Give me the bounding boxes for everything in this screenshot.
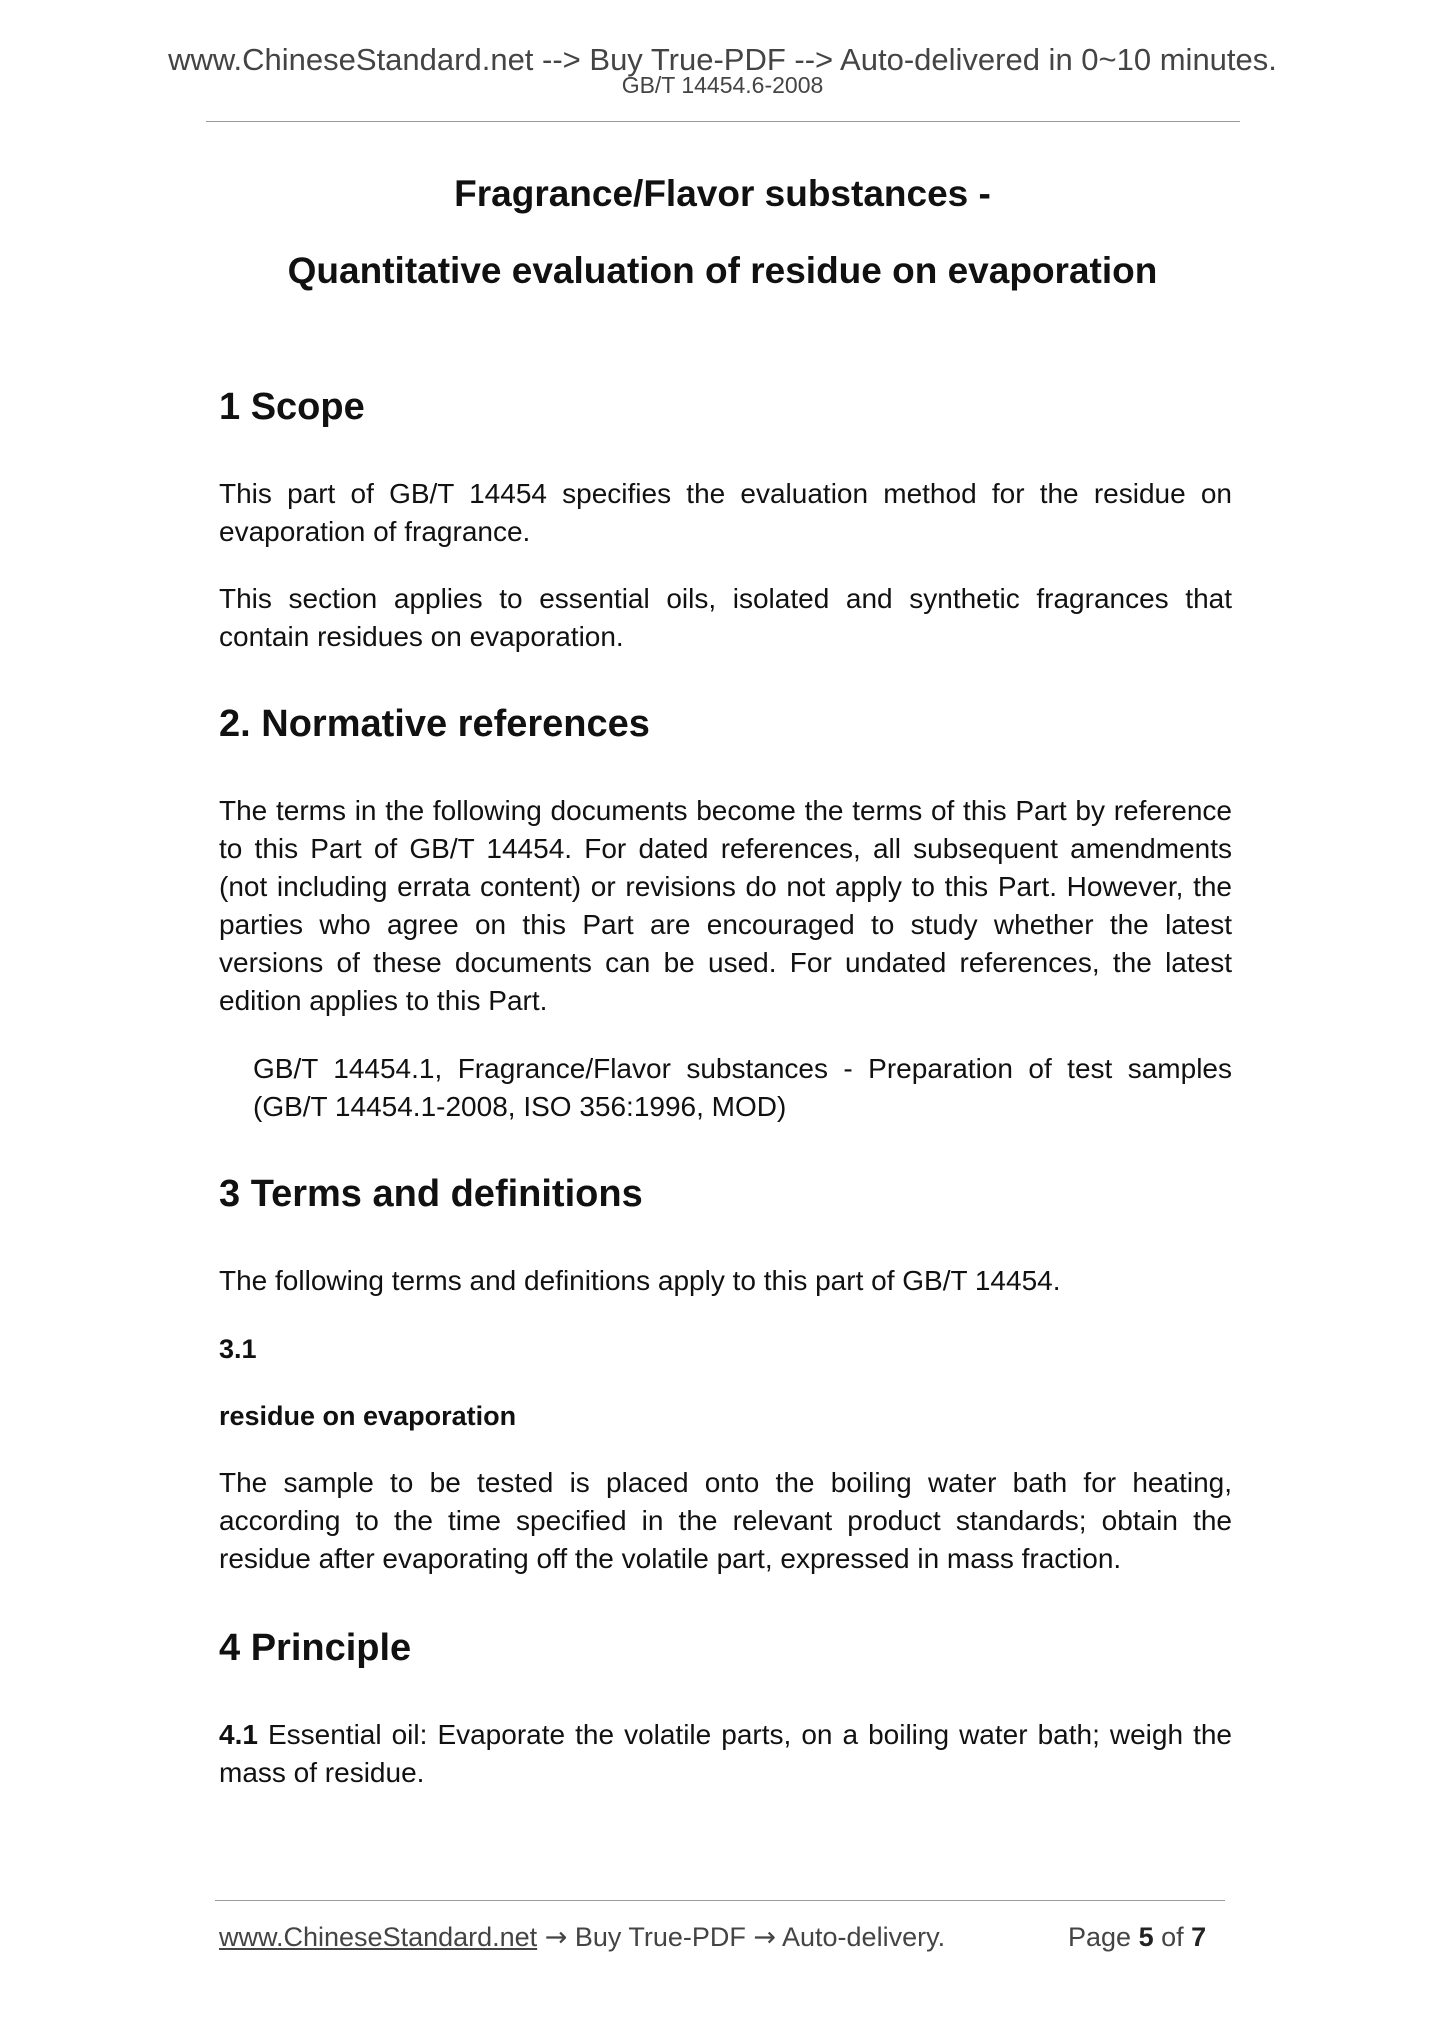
scope-paragraph-1: This part of GB/T 14454 specifies the evaluation method for the residue on evaporation of fragrance.	[219, 478, 1232, 547]
term-definition: The sample to be tested is placed onto the boiling water bath for heating, according to the time specified in the relevant product standards; obtain the residue after evaporating off the volatile part, expressed in mass fraction.	[219, 1467, 1232, 1574]
arrow-right-icon: →	[753, 1922, 776, 1953]
footer-url-link[interactable]: www.ChineseStandard.net	[219, 1922, 538, 1952]
document-title-line-1: Fragrance/Flavor substances -	[454, 173, 991, 214]
page-current: 5	[1138, 1922, 1154, 1952]
page-total: 7	[1191, 1922, 1207, 1952]
header-divider	[206, 121, 1240, 122]
normative-reference-item: GB/T 14454.1, Fragrance/Flavor substances - Preparation of test samples (GB/T 14454.1-2008, ISO 356:1996, MOD)	[253, 1053, 1232, 1122]
footer-delivery-text: Auto-delivery.	[776, 1922, 946, 1952]
page-indicator	[1068, 1920, 1206, 1954]
header-banner: www.ChineseStandard.net --> Buy True-PDF --> Auto-delivered in 0~10 minutes.	[168, 42, 1277, 77]
page-of: of	[1161, 1922, 1184, 1952]
term-number: 3.1	[219, 1334, 257, 1364]
normative-paragraph: The terms in the following documents become the terms of this Part by reference to this Part of GB/T 14454. For dated references, all subsequent amendments (not including errata content) or revisions do not apply to this Part. However, the parties who agree on this Part are encouraged to study whether the latest versions of these documents can be used. For undated references, the latest edition applies to this Part.	[219, 795, 1232, 1016]
section-heading-normative-references: 2. Normative references	[219, 703, 650, 745]
section-heading-principle: 4 Principle	[219, 1627, 412, 1669]
document-title-line-2: Quantitative evaluation of residue on evaporation	[287, 250, 1158, 291]
section-heading-scope: 1 Scope	[219, 386, 365, 428]
principle-item-number: 4.1	[219, 1719, 258, 1750]
footer-buy-text: Buy True-PDF	[567, 1922, 754, 1952]
scope-paragraph-2: This section applies to essential oils, isolated and synthetic fragrances that contain residues on evaporation.	[219, 583, 1232, 652]
principle-item-text: Essential oil: Evaporate the volatile parts, on a boiling water bath; weigh the mass of residue.	[219, 1719, 1232, 1788]
terms-intro-paragraph: The following terms and definitions apply to this part of GB/T 14454.	[219, 1265, 1061, 1296]
page-label: Page	[1068, 1922, 1132, 1952]
section-heading-terms: 3 Terms and definitions	[219, 1173, 643, 1215]
footer-divider	[215, 1900, 1225, 1901]
term-name: residue on evaporation	[219, 1401, 517, 1431]
footer-promo	[219, 1920, 945, 1955]
standard-code: GB/T 14454.6-2008	[621, 72, 824, 98]
principle-item	[219, 1716, 1232, 1792]
arrow-right-icon: →	[544, 1922, 568, 1953]
